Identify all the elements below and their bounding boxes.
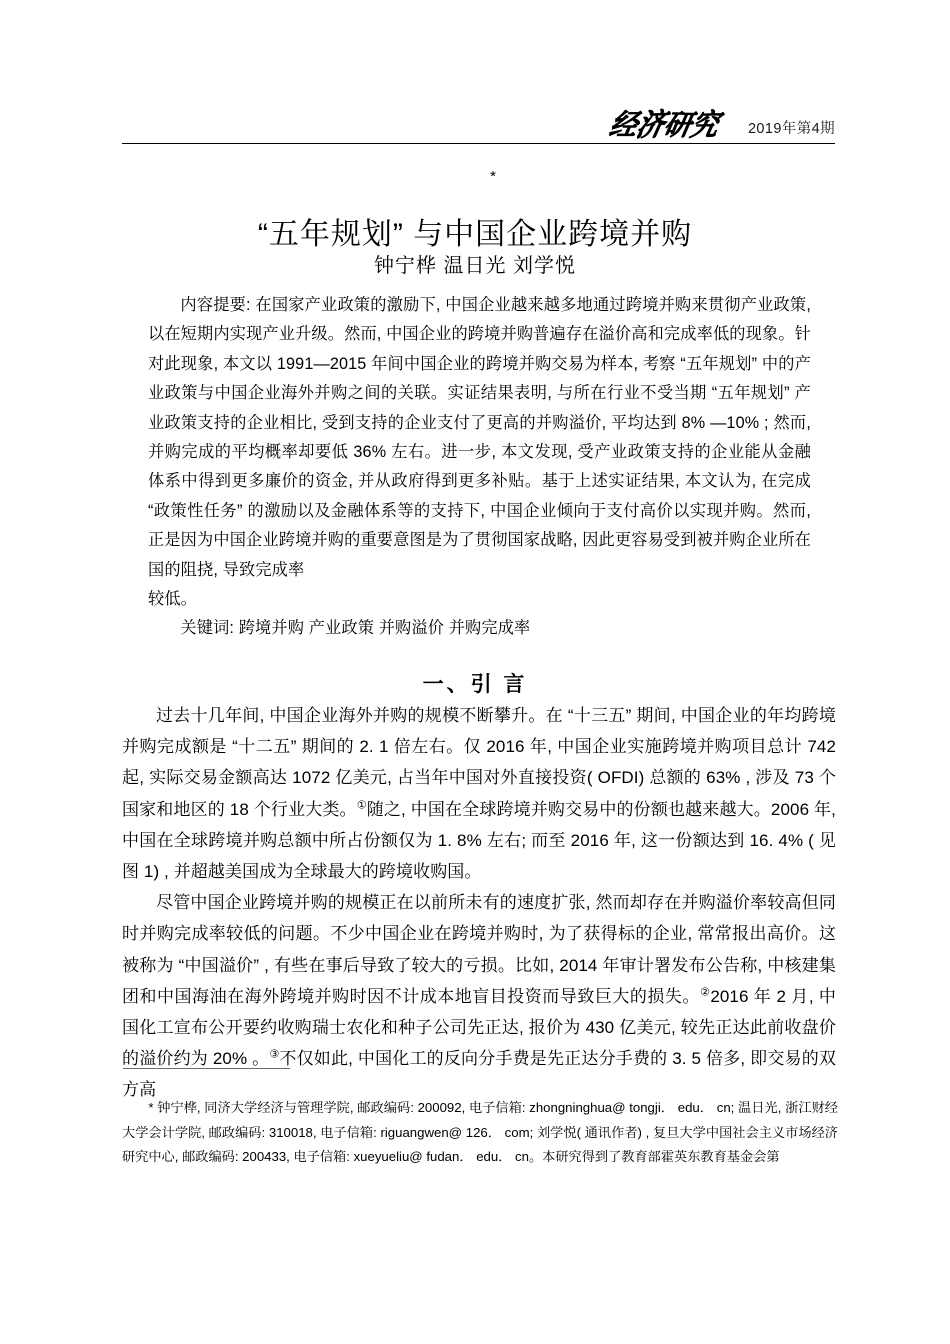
running-head — [122, 96, 835, 144]
journal-logo-char-4: 究 — [687, 108, 721, 143]
issue-label: 2019年第4期 — [747, 121, 835, 137]
section-heading-introduction: 一、引 言 — [422, 673, 528, 697]
footnote-divider — [123, 1068, 290, 1069]
body-paragraph-1-part-b: 随之, 中国在全球跨境并购交易中的份额也越来越大。2006 年, 中国在全球跨境并购总额中所占份额仅为 1. 8% 左右; 而至 2016 年, 这一份额达到 16. 4% ( 见图 1) , 并超越美国成为全球最大的跨境收购国。 — [122, 799, 836, 882]
footnote-marker-2: ② — [699, 986, 711, 999]
body-paragraph-2-part-b: 2016 年 2 月, 中国化工宣布公开要约收购瑞士农化和种子公司先正达, 报价为 430 亿美元, 较先正达此前收盘价的溢价约为 20% 。 — [122, 986, 836, 1069]
body-paragraph-2-part-c: 不仅如此, 中国化工的反向分手费是先正达分手费的 3. 5 倍多, 即交易的双方高 — [122, 1049, 836, 1100]
abstract-text-tail: 较低。 — [148, 590, 198, 609]
keywords-line: 关键词: 跨境并购 产业政策 并购溢价 并购完成率 — [180, 619, 531, 638]
abstract-text: 内容提要: 在国家产业政策的激励下, 中国企业越来越多地通过跨境并购来贯彻产业政策, 以在短期内实现产业升级。然而, 中国企业的跨境并购普遍存在溢价高和完成率低的现象。针对此现象, 本文以 1991—2015 年间中国企业的跨境并购交易为样本, 考察 “五年规划” 中的产业政策与中国企业海外并购之间的关联。实证结果表明, 与所在行业不受当期 “五年规划” 产业政策支持的企业相比, 受到支持的企业支付了更高的并购溢价, 平均达到 8% —10% ; 然而, 并购完成的平均概率却要低 36% 左右。进一步, 本文发现, 受产业政策支持的企业能从金融体系中得到更多廉价的资金, 并从政府得到更多补贴。基于上述实证结果, 本文认为, 在完成 “政策性任务” 的激励以及金融体系等的支持下, 中国企业倾向于支付高价以实现并购。然而, 正是因为中国企业跨境并购的重要意图是为了贯彻国家战略, 因此更容易受到被并购企业所在国的阻挠, 导致完成率 — [148, 296, 811, 579]
body-paragraph-1 — [122, 700, 836, 887]
title-footnote-marker: * — [490, 168, 496, 185]
header-divider — [122, 143, 835, 144]
footnote-marker-3: ③ — [269, 1048, 280, 1061]
page-title: “五年规划” 与中国企业跨境并购 — [257, 218, 693, 252]
footnote-text: * 钟宁桦, 同济大学经济与管理学院, 邮政编码: 200092, 电子信箱: zhongninghua@ tongji． edu． cn; 温日光, 浙江财经大学会计学院, 邮政编码: 310018, 电子信箱: riguangwen@ 126． com; 刘学悦( 通讯作者) , 复旦大学中国社会主义市场经济研究中心, 邮政编码: 200433, 电子信箱: xueyueliu@ fudan． edu． cn。本研究得到了教育部霍英东教育基金会第 — [122, 1100, 838, 1165]
abstract-block — [148, 291, 811, 644]
body-paragraph-2 — [122, 887, 836, 1105]
author-list: 钟宁桦 温日光 刘学悦 — [373, 255, 577, 277]
journal-logo-char-1: 经 — [606, 108, 640, 143]
footnote-marker-1: ① — [356, 798, 367, 811]
journal-logo-char-3: 研 — [660, 108, 694, 143]
footnote-block — [122, 1096, 838, 1170]
journal-logo-char-2: 济 — [633, 107, 667, 144]
journal-logo — [606, 105, 721, 144]
body-paragraph-1-part-a: 过去十几年间, 中国企业海外并购的规模不断攀升。在 “十三五” 期间, 中国企业的年均跨境并购完成额是 “十二五” 期间的 2. 1 倍左右。仅 2016 年, 中国企业实施跨境并购项目总计 742 起, 实际交易金额高达 1072 亿美元, 占当年中国对外直接投资( OFDI) 总额的 63% , 涉及 73 个国家和地区的 18 个行业大类。 — [122, 706, 836, 819]
body-text — [122, 700, 836, 1106]
body-paragraph-2-part-a: 尽管中国企业跨境并购的规模正在以前所未有的速度扩张, 然而却存在并购溢价率较高但同时并购完成率较低的问题。不少中国企业在跨境并购时, 为了获得标的企业, 常常报出高价。这被称为 “中国溢价” , 有些在事后导致了较大的亏损。比如, 2014 年审计署发布公告称, 中核建集团和中国海油在海外跨境并购时因不计成本地盲目投资而导致巨大的损失。 — [122, 893, 836, 1006]
